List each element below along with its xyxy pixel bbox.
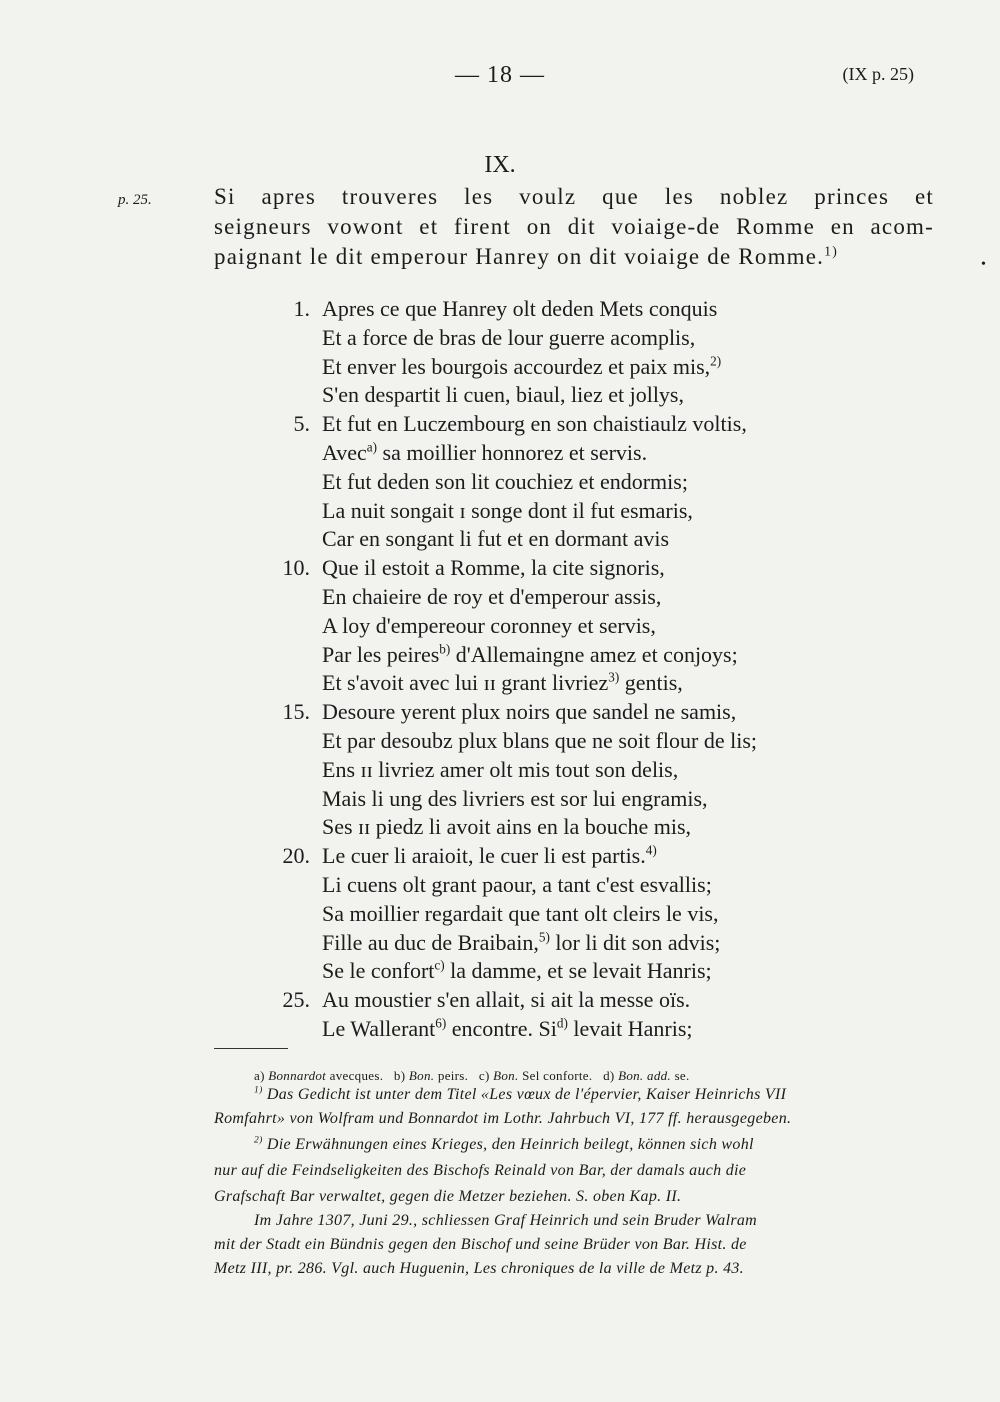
verse-text: Fille au duc de Braibain, [322, 930, 539, 955]
verse-line [322, 354, 721, 380]
verse-text: Se le confort [322, 958, 435, 983]
verse-text: d'Allemaingne amez et conjoys; [455, 642, 738, 667]
verse-line [322, 469, 688, 495]
verse-line [322, 670, 683, 696]
verse-line [322, 958, 712, 984]
verse-text: lor li dit son advis; [555, 930, 721, 955]
verse-text: Et fut en Luczembourg en son chaistiaulz voltis, [322, 411, 747, 436]
header-reference: (IX p. 25) [842, 64, 914, 84]
verse-number: 20. [282, 843, 310, 868]
verse-line [322, 555, 665, 581]
verse-text: levait Hanris; [573, 1016, 693, 1041]
verse-text: S'en despartit li cuen, biaul, liez et jollys, [322, 382, 684, 407]
verse-text: Sa moillier regardait que tant olt cleirs le vis, [322, 901, 719, 926]
heading-text: paignant le dit emperour Hanrey on dit voiaige de Romme. [214, 244, 825, 269]
footnote-line: nur auf die Feindseligkeiten des Bischofs Reinald von Bar, der damals auch die [214, 1162, 747, 1179]
verse-text: Et s'avoit avec lui ɪɪ grant livriez [322, 670, 609, 695]
verse-text: gentis, [624, 670, 683, 695]
verse-number: 1. [293, 296, 310, 321]
footnote-line: Romfahrt» von Wolfram und Bonnardot im Lothr. Jahrbuch VI, 177 ff. herausgegeben. [214, 1110, 792, 1127]
verse-text: encontre. Si [451, 1016, 557, 1041]
chapter-number: IX. [484, 152, 516, 178]
verse-line [322, 613, 656, 639]
verse-text: sa moillier honnorez et servis. [382, 440, 648, 465]
verse-text: Au moustier s'en allait, si ait la messe oïs. [322, 987, 691, 1012]
verse-text: Desoure yerent plux noirs que sandel ne samis, [322, 699, 737, 724]
verse-text: Et a force de bras de lour guerre acomplis, [322, 325, 696, 350]
footnote-line: Im Jahre 1307, Juni 29., schliessen Graf Heinrich und sein Bruder Walram [254, 1212, 758, 1229]
verse-line [322, 642, 738, 668]
footnote-marker: b) [439, 641, 451, 657]
chapter-heading-line: seigneurs vowont et firent on dit voiaige-de Romme en acom- [214, 214, 934, 239]
footnote-line: mit der Stadt ein Bündnis gegen den Bischof und seine Brüder von Bar. Hist. de [214, 1236, 747, 1253]
verse-line [322, 440, 647, 466]
verse-line [322, 786, 708, 812]
verse-number: 25. [282, 987, 310, 1012]
footnote-line: Grafschaft Bar verwaltet, gegen die Metzer beziehen. S. oben Kap. II. [214, 1188, 682, 1205]
verse-number: 5. [293, 411, 310, 436]
footnote-line: $^{2)}$ Die Erwähnungen eines Krieges, den Heinrich beilegt, können sich wohl [254, 1134, 754, 1153]
footnote-marker: c) [434, 957, 445, 973]
verse-line [322, 930, 720, 956]
verse-text: Le Wallerant [322, 1016, 436, 1041]
verse-line [322, 728, 757, 754]
verse-line [322, 987, 690, 1013]
footnote-marker: 5) [538, 929, 550, 945]
footnote-marker: 1) [824, 243, 839, 259]
verse-line [322, 843, 657, 869]
verse-text: La nuit songait ɪ songe dont il fut esmaris, [322, 498, 693, 523]
verse-text: la damme, et se levait Hanris; [450, 958, 712, 983]
verse-line [322, 584, 661, 610]
verse-line [322, 872, 712, 898]
chapter-heading-line: Si apres trouveres les voulz que les noblez princes et [214, 184, 934, 209]
footnote-marker: 6) [435, 1015, 447, 1031]
verse-text: Et par desoubz plux blans que ne soit flour de lis; [322, 728, 758, 753]
verse-line [322, 296, 717, 322]
footnote-marker: d) [556, 1015, 568, 1031]
page-number: — 18 — [455, 62, 545, 88]
verse-text: Que il estoit a Romme, la cite signoris, [322, 555, 665, 580]
verse-text: A loy d'empereour coronney et servis, [322, 613, 656, 638]
footnote-marker: 4) [645, 842, 657, 858]
verse-line [322, 1016, 693, 1042]
verse-line [322, 814, 691, 840]
footnote-marker: 3) [608, 669, 620, 685]
verse-line [322, 382, 684, 408]
verse-number: 10. [282, 555, 310, 580]
footnote-divider [214, 1048, 288, 1049]
verse-text: Le cuer li araioit, le cuer li est partis. [322, 843, 646, 868]
verse-text: Et enver les bourgois accourdez et paix mis, [322, 354, 711, 379]
verse-text: Mais li ung des livriers est sor lui engramis, [322, 786, 708, 811]
verse-line [322, 411, 747, 437]
margin-page-note: p. 25. [118, 192, 152, 208]
footnote-line: $^{1)}$ Das Gedicht ist unter dem Titel «Les vœux de l'épervier, Kaiser Heinrichs VII [254, 1084, 787, 1103]
verse-text: En chaieire de roy et d'emperour assis, [322, 584, 662, 609]
verse-text: Et fut deden son lit couchiez et endormis; [322, 469, 688, 494]
verse-line [322, 325, 695, 351]
footnote-marker: 2) [710, 353, 722, 369]
verse-text: Par les peires [322, 642, 440, 667]
verse-line [322, 526, 669, 552]
variant-readings: a) Bonnardot avecques. b) Bon. peirs. c) Bon. Sel conforte. d) Bon. add. se. [254, 1068, 690, 1083]
verse-line [322, 901, 719, 927]
footnote-line: Metz III, pr. 286. Vgl. auch Huguenin, Les chroniques de la ville de Metz p. 43. [214, 1260, 744, 1277]
verse-text: Ses ɪɪ piedz li avoit ains en la bouche mis, [322, 814, 692, 839]
verse-number: 15. [282, 699, 310, 724]
stray-mark: • [981, 257, 986, 272]
chapter-heading-line [214, 244, 934, 270]
verse-text: Ens ɪɪ livriez amer olt mis tout son delis, [322, 757, 679, 782]
footnote-marker: a) [366, 439, 378, 455]
verse-text: Apres ce que Hanrey olt deden Mets conquis [322, 296, 718, 321]
verse-text: Li cuens olt grant paour, a tant c'est esvallis; [322, 872, 712, 897]
verse-line [322, 699, 736, 725]
verse-line [322, 498, 693, 524]
verse-line [322, 757, 678, 783]
verse-text: Car en songant li fut et en dormant avis [322, 526, 670, 551]
verse-text: Avec [322, 440, 367, 465]
